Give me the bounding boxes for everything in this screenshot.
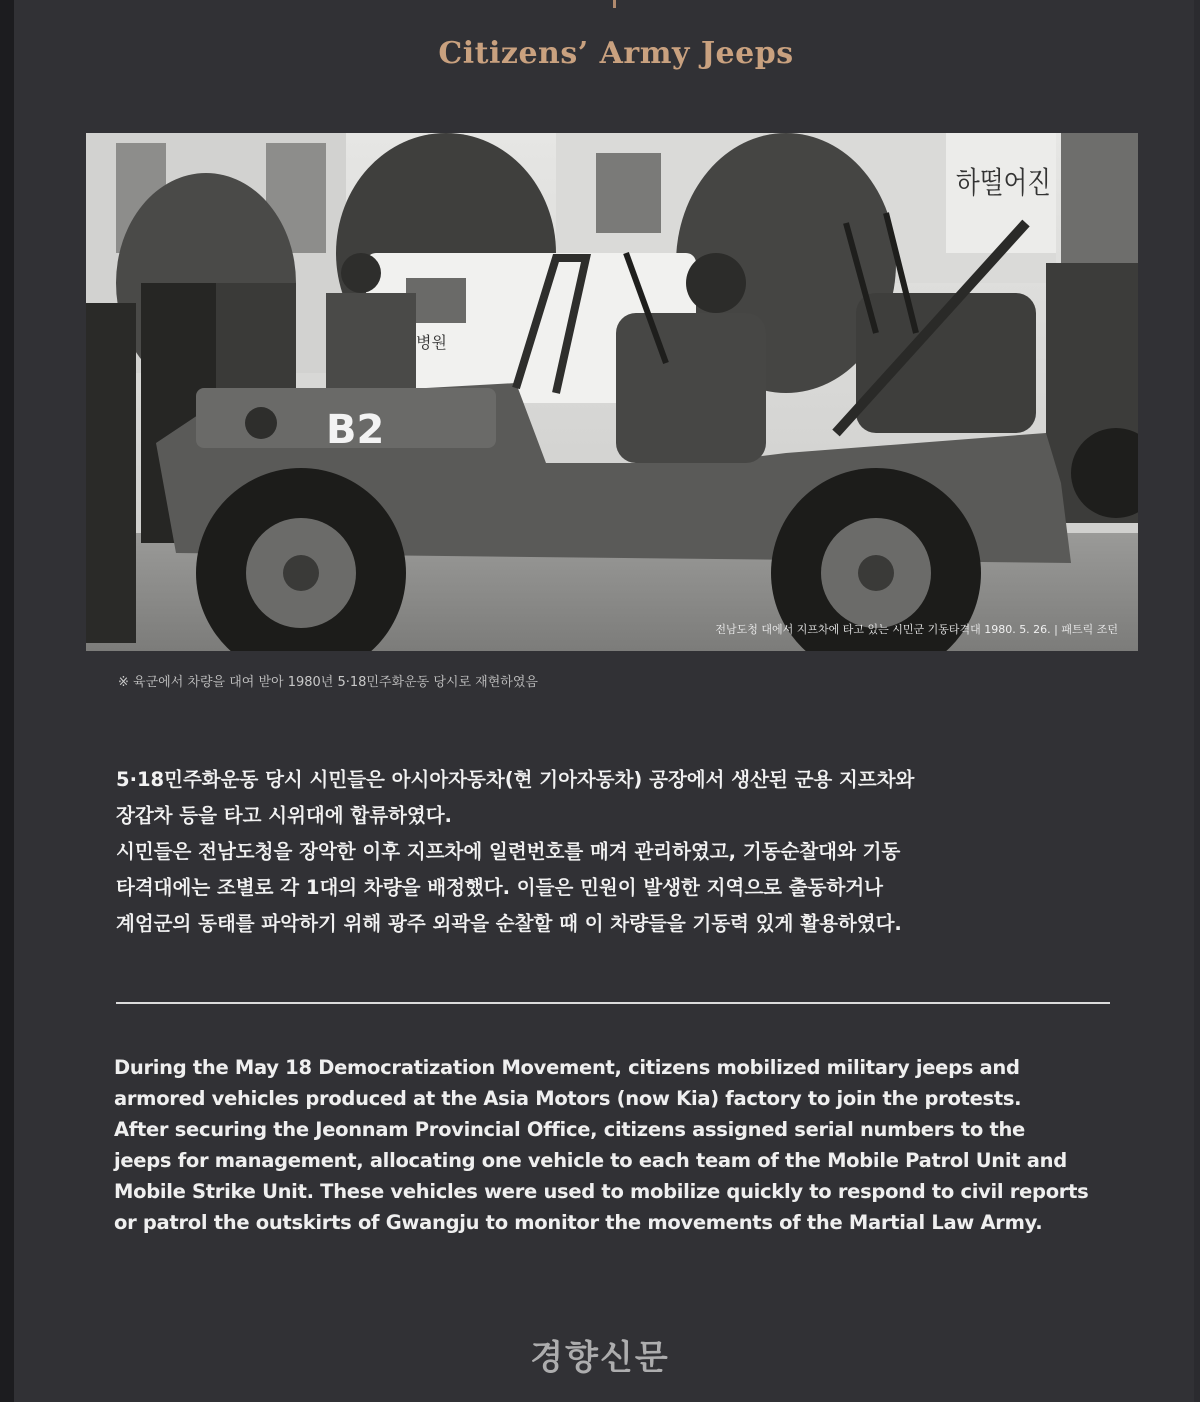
english-line: After securing the Jeonnam Provincial Office, citizens assigned serial numbers to the: [114, 1118, 1025, 1141]
person: [86, 303, 136, 643]
korean-line: 장갑차 등을 타고 시위대에 합류하였다.: [116, 804, 452, 827]
jeep-headlight: [245, 407, 277, 439]
english-line: or patrol the outskirts of Gwangju to monitor the movements of the Martial Law Army.: [114, 1211, 1043, 1234]
driver: [616, 313, 766, 463]
jeep-marking: B2: [326, 407, 385, 453]
korean-description: [116, 762, 1116, 942]
top-accent-mark: [613, 0, 616, 8]
english-line: During the May 18 Democratization Movement, citizens mobilized military jeeps and: [114, 1056, 1020, 1079]
korean-line: 타격대에는 조별로 각 1대의 차량을 배정했다. 이들은 민원이 발생한 지역으로 출동하거나: [116, 876, 883, 899]
section-divider: [116, 1002, 1110, 1004]
sign-left-edge: [0, 0, 14, 1402]
korean-line: 계엄군의 동태를 파악하기 위해 광주 외곽을 순찰할 때 이 차량들을 기동력 있게 활용하였다.: [116, 912, 902, 935]
korean-line: 시민들은 전남도청을 장악한 이후 지프차에 일련번호를 매겨 관리하였고, 기동순찰대와 기동: [116, 840, 901, 863]
sign-title: Citizens’ Army Jeeps: [438, 36, 794, 71]
photo-caption: 전남도청 대에서 지프차에 타고 있는 시민군 기동타격대 1980. 5. 26. | 패트릭 조던: [715, 623, 1118, 636]
english-description: [114, 1052, 1114, 1238]
english-line: jeeps for management, allocating one vehicle to each team of the Mobile Patrol Unit and: [114, 1149, 1067, 1172]
person: [326, 293, 416, 403]
newspaper-watermark: 경향신문: [530, 1338, 670, 1378]
ambulance-text: 병원: [416, 333, 447, 352]
english-line: Mobile Strike Unit. These vehicles were used to mobilize quickly to respond to civil reports: [114, 1180, 1089, 1203]
reenactment-note: ※ 육군에서 차량을 대여 받아 1980년 5·18민주화운동 당시로 재현하였음: [118, 675, 538, 690]
english-line: armored vehicles produced at the Asia Motors (now Kia) factory to join the protests.: [114, 1087, 1022, 1110]
historical-photo: [86, 133, 1138, 651]
jeep-photo-illustration: [86, 133, 1138, 651]
building-sign-text: 하떨어진: [956, 166, 1051, 201]
korean-line: 5·18민주화운동 당시 시민들은 아시아자동차(현 기아자동차) 공장에서 생산된 군용 지프차와: [116, 768, 915, 791]
